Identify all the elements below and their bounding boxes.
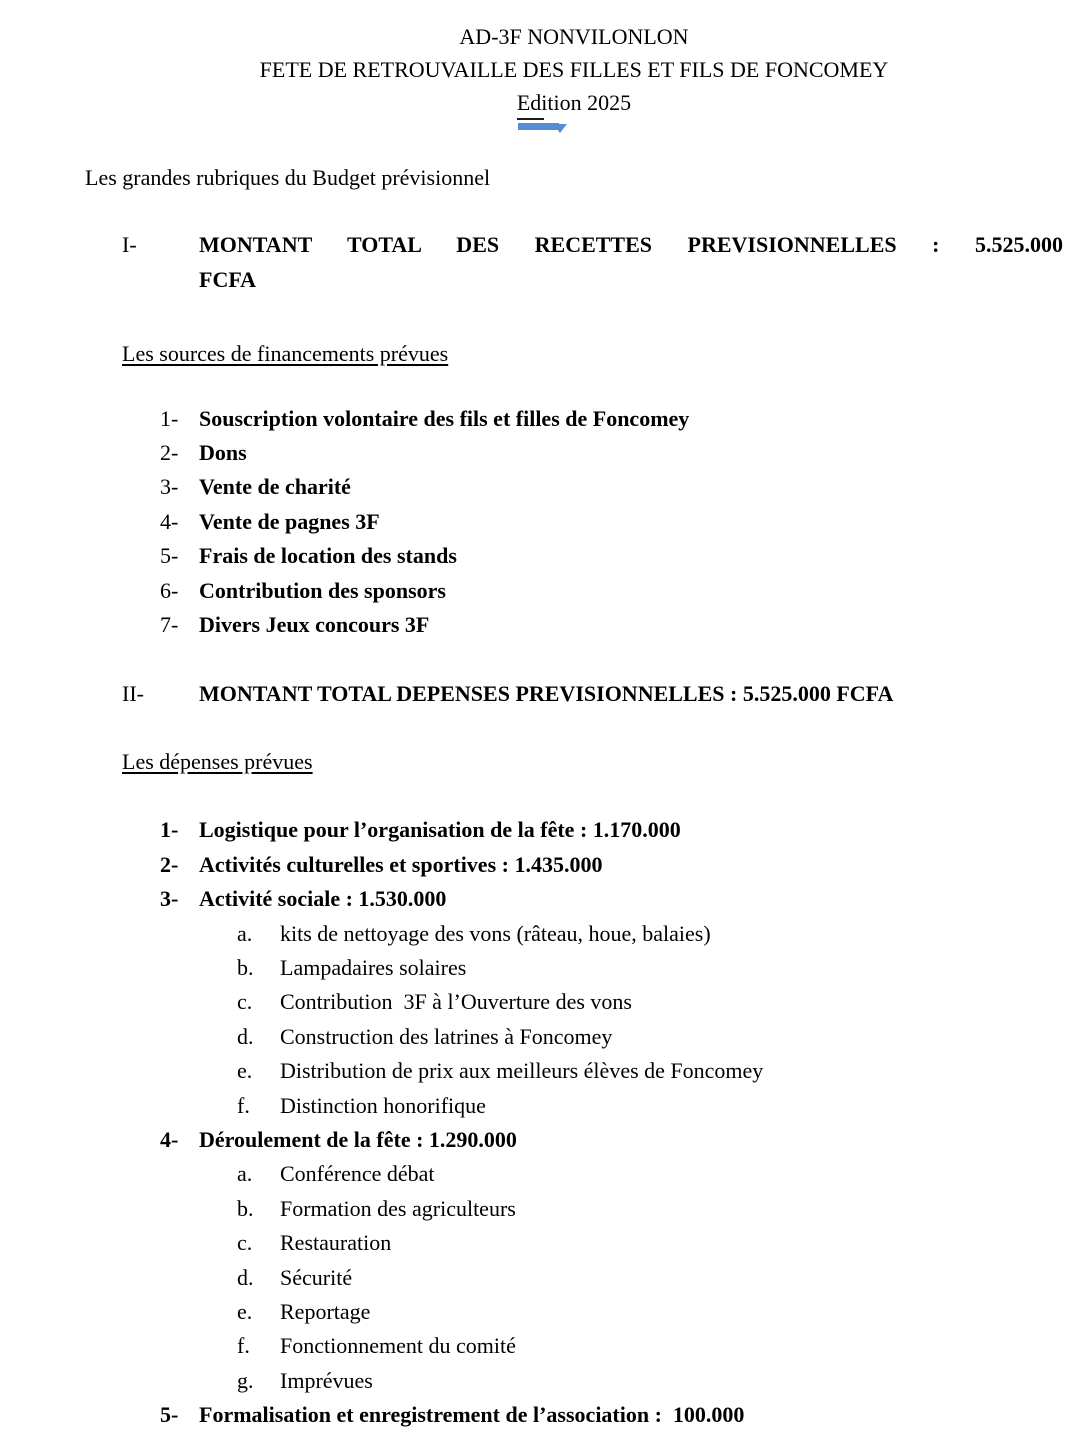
list-marker: 2-: [160, 851, 179, 877]
list-marker: a.: [237, 920, 253, 946]
document-header: [85, 20, 1063, 119]
list-item: 1- Logistique pour l’organisation de la fête : 1.170.000: [160, 813, 1063, 847]
list-item: 4- Vente de pagnes 3F: [160, 505, 1063, 539]
intro-paragraph: Les grandes rubriques du Budget prévisionnel: [85, 165, 491, 190]
doc-title-line2: FETE DE RETROUVAILLE DES FILLES ET FILS DE FONCOMEY: [259, 57, 889, 82]
sub-list-item: b. Formation des agriculteurs: [237, 1192, 1063, 1226]
sources-subtitle: Les sources de financements prévues: [122, 341, 449, 367]
section2-title: MONTANT TOTAL DEPENSES PREVISIONNELLES : 5.525.000 FCFA: [199, 681, 894, 707]
sub-list-item: c. Contribution 3F à l’Ouverture des vons: [237, 985, 1063, 1019]
list-marker: 2-: [160, 440, 179, 466]
list-marker: a.: [237, 1161, 253, 1187]
list-marker: 4-: [160, 1126, 179, 1152]
doc-title-line1: AD-3F NONVILONLON: [459, 24, 689, 49]
section1-title: [199, 228, 1063, 297]
sub-list-item: d. Sécurité: [237, 1261, 1063, 1295]
presence-cursor-triangle-icon: [553, 124, 567, 133]
list-marker: b.: [237, 954, 254, 980]
list-marker: c.: [237, 989, 253, 1015]
list-marker: f.: [237, 1333, 250, 1359]
sub-list-item: e. Distribution de prix aux meilleurs élèves de Foncomey: [237, 1054, 1063, 1088]
sub-list-item: e. Reportage: [237, 1295, 1063, 1329]
sub-list-item: d. Construction des latrines à Foncomey: [237, 1020, 1063, 1054]
list-marker: 6-: [160, 577, 179, 603]
list-marker: 5-: [160, 543, 179, 569]
sub-list-item: f. Distinction honorifique: [237, 1089, 1063, 1123]
list-item: 2- Activités culturelles et sportives : 1.435.000: [160, 848, 1063, 882]
sub-list-item: a. kits de nettoyage des vons (râteau, houe, balaies): [237, 917, 1063, 951]
depenses-list: [85, 813, 1063, 1432]
list-marker: d.: [237, 1264, 254, 1290]
list-marker: d.: [237, 1023, 254, 1049]
list-marker: f.: [237, 1092, 250, 1118]
list-marker: 3-: [160, 886, 179, 912]
sub-list-item: g. Imprévues: [237, 1364, 1063, 1398]
section1-title-line2: FCFA: [199, 266, 257, 292]
list-item: 5- Formalisation et enregistrement de l’association : 100.000: [160, 1398, 1063, 1432]
list-marker: c.: [237, 1230, 253, 1256]
sub-list-item: f. Fonctionnement du comité: [237, 1329, 1063, 1363]
list-item: 2- Dons: [160, 436, 1063, 470]
depenses-subtitle: Les dépenses prévues: [122, 748, 313, 774]
list-item: 4- Déroulement de la fête : 1.290.000: [160, 1123, 1063, 1157]
list-item: 1- Souscription volontaire des fils et filles de Foncomey: [160, 402, 1063, 436]
list-marker: e.: [237, 1058, 253, 1084]
list-marker: 4-: [160, 508, 179, 534]
section1-title-line1: MONTANT TOTAL DES RECETTES PREVISIONNELLES : 5.525.000: [199, 232, 1063, 258]
sources-list: [85, 402, 1063, 643]
edition-underline: [517, 118, 544, 120]
edition-label: Edition 2025: [517, 86, 631, 119]
sub-list-item: c. Restauration: [237, 1226, 1063, 1260]
list-marker: g.: [237, 1367, 254, 1393]
list-marker: 1-: [160, 817, 179, 843]
section1-heading: [122, 228, 1063, 297]
section2-heading: [122, 677, 1063, 711]
list-item: 5- Frais de location des stands: [160, 539, 1063, 573]
list-item: 7- Divers Jeux concours 3F: [160, 608, 1063, 642]
list-marker: 1-: [160, 405, 179, 431]
list-marker: 5-: [160, 1402, 179, 1428]
list-item: 6- Contribution des sponsors: [160, 574, 1063, 608]
doc-title-line3: [85, 86, 1063, 119]
list-marker: e.: [237, 1298, 253, 1324]
list-marker: 3-: [160, 474, 179, 500]
list-item: 3- Vente de charité: [160, 470, 1063, 504]
sub-list-item: b. Lampadaires solaires: [237, 951, 1063, 985]
list-item: 3- Activité sociale : 1.530.000: [160, 882, 1063, 916]
list-marker: 7-: [160, 612, 179, 638]
section1-numeral: I-: [122, 232, 137, 258]
sub-list-item: a. Conférence débat: [237, 1157, 1063, 1191]
section2-numeral: II-: [122, 681, 144, 707]
list-marker: b.: [237, 1195, 254, 1221]
